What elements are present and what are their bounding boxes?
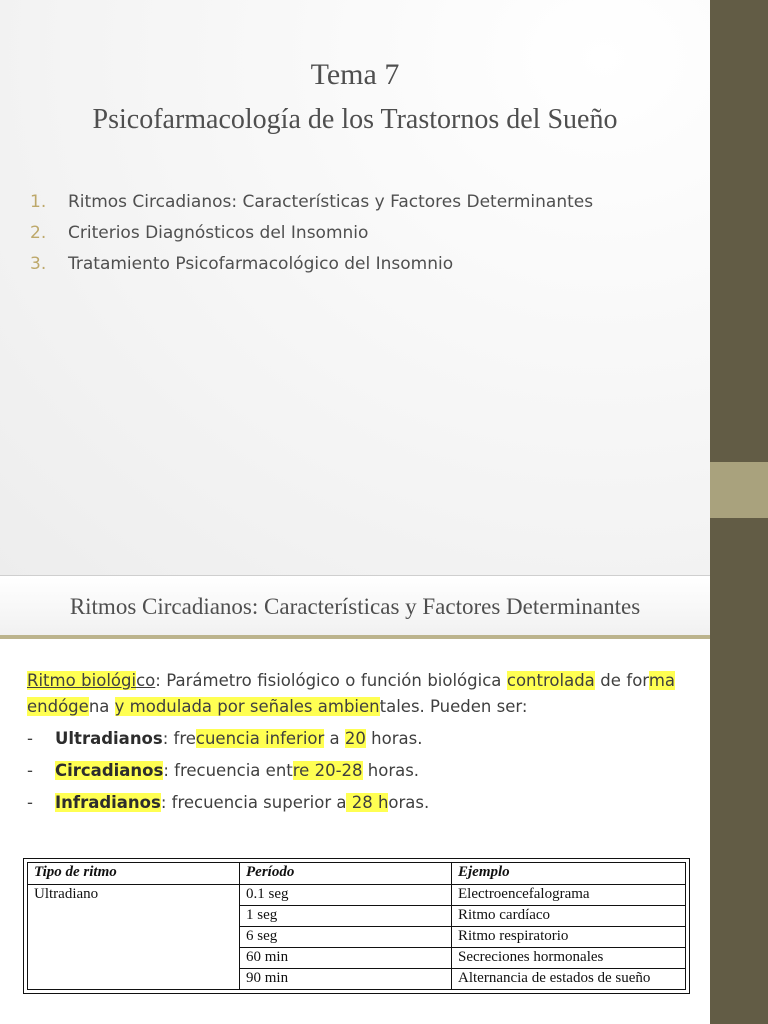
item-text: horas. [362, 761, 420, 780]
column-header: Ejemplo [452, 863, 686, 885]
highlight-text: re 20-28 [292, 761, 363, 780]
table-cell: Alternancia de estados de sueño [452, 969, 686, 990]
table-cell: 6 seg [240, 927, 452, 948]
rhythm-term: Circadianos [55, 761, 164, 780]
paragraph-text: : Parámetro fisiológico o función biológica [155, 671, 507, 690]
item-text: : frecuencia ent [163, 761, 293, 780]
list-item [27, 790, 675, 822]
item-text: : fre [162, 729, 196, 748]
sidebar-accent-block [710, 462, 768, 518]
agenda-item [30, 223, 593, 254]
agenda-item [30, 192, 593, 223]
agenda-number: 2. [30, 223, 47, 243]
paragraph-text: na [88, 697, 115, 716]
item-text: horas. [365, 729, 423, 748]
slide-content [0, 577, 710, 1024]
slide-title-heading: Tema 7 [310, 58, 400, 91]
slide-body [27, 668, 675, 822]
term-suffix: co [136, 671, 156, 690]
list-item [27, 758, 675, 790]
column-header: Período [240, 863, 452, 885]
highlight-text: ma endóge [27, 671, 675, 716]
bullet-dash: - [27, 761, 33, 780]
table-cell: Electroencefalograma [452, 885, 686, 906]
highlight-term: Ritmo biológi [27, 671, 137, 690]
highlight-text: 28 h [346, 793, 389, 812]
rhythm-table [27, 862, 686, 990]
bullet-dash: - [27, 793, 33, 812]
agenda-item [30, 254, 593, 285]
definition-paragraph [27, 668, 675, 720]
table-cell: 0.1 seg [240, 885, 452, 906]
table-row [28, 885, 686, 906]
table-cell: 1 seg [240, 906, 452, 927]
agenda-text: Ritmos Circadianos: Características y Factores Determinantes [68, 192, 594, 212]
highlight-text: y modulada por señales ambien [114, 697, 380, 716]
agenda-text: Criterios Diagnósticos del Insomnio [68, 223, 369, 243]
slide-header [0, 577, 710, 635]
rhythm-list [27, 726, 675, 822]
table-cell: Ritmo cardíaco [452, 906, 686, 927]
column-header: Tipo de ritmo [28, 863, 240, 885]
table-cell: Secreciones hormonales [452, 948, 686, 969]
table-cell: 60 min [240, 948, 452, 969]
agenda-number: 1. [30, 192, 47, 212]
list-item [27, 726, 675, 758]
slide-subtitle: Psicofarmacología de los Trastornos del Sueño [92, 104, 618, 135]
table-cell-group: Ultradiano [28, 885, 240, 990]
item-text: : frecuencia superior a [160, 793, 347, 812]
rhythm-term: Ultradianos [55, 729, 163, 748]
highlight-text: 20 [344, 729, 366, 748]
table-cell: Ritmo respiratorio [452, 927, 686, 948]
agenda-text: Tratamiento Psicofarmacológico del Insomnio [68, 254, 454, 274]
highlight-text: controlada [506, 671, 595, 690]
paragraph-text: de for [594, 671, 649, 690]
agenda-list [30, 192, 593, 285]
header-rule [0, 635, 710, 639]
highlight-text: cuencia inferior [195, 729, 325, 748]
rhythm-term: Infradianos [55, 793, 161, 812]
agenda-number: 3. [30, 254, 47, 274]
table-header-row [28, 863, 686, 885]
bullet-dash: - [27, 729, 33, 748]
slide-heading: Ritmos Circadianos: Características y Factores Determinantes [69, 594, 641, 619]
table-cell: 90 min [240, 969, 452, 990]
item-text: a [324, 729, 345, 748]
paragraph-text: tales. Pueden ser: [379, 697, 528, 716]
item-text: oras. [388, 793, 430, 812]
